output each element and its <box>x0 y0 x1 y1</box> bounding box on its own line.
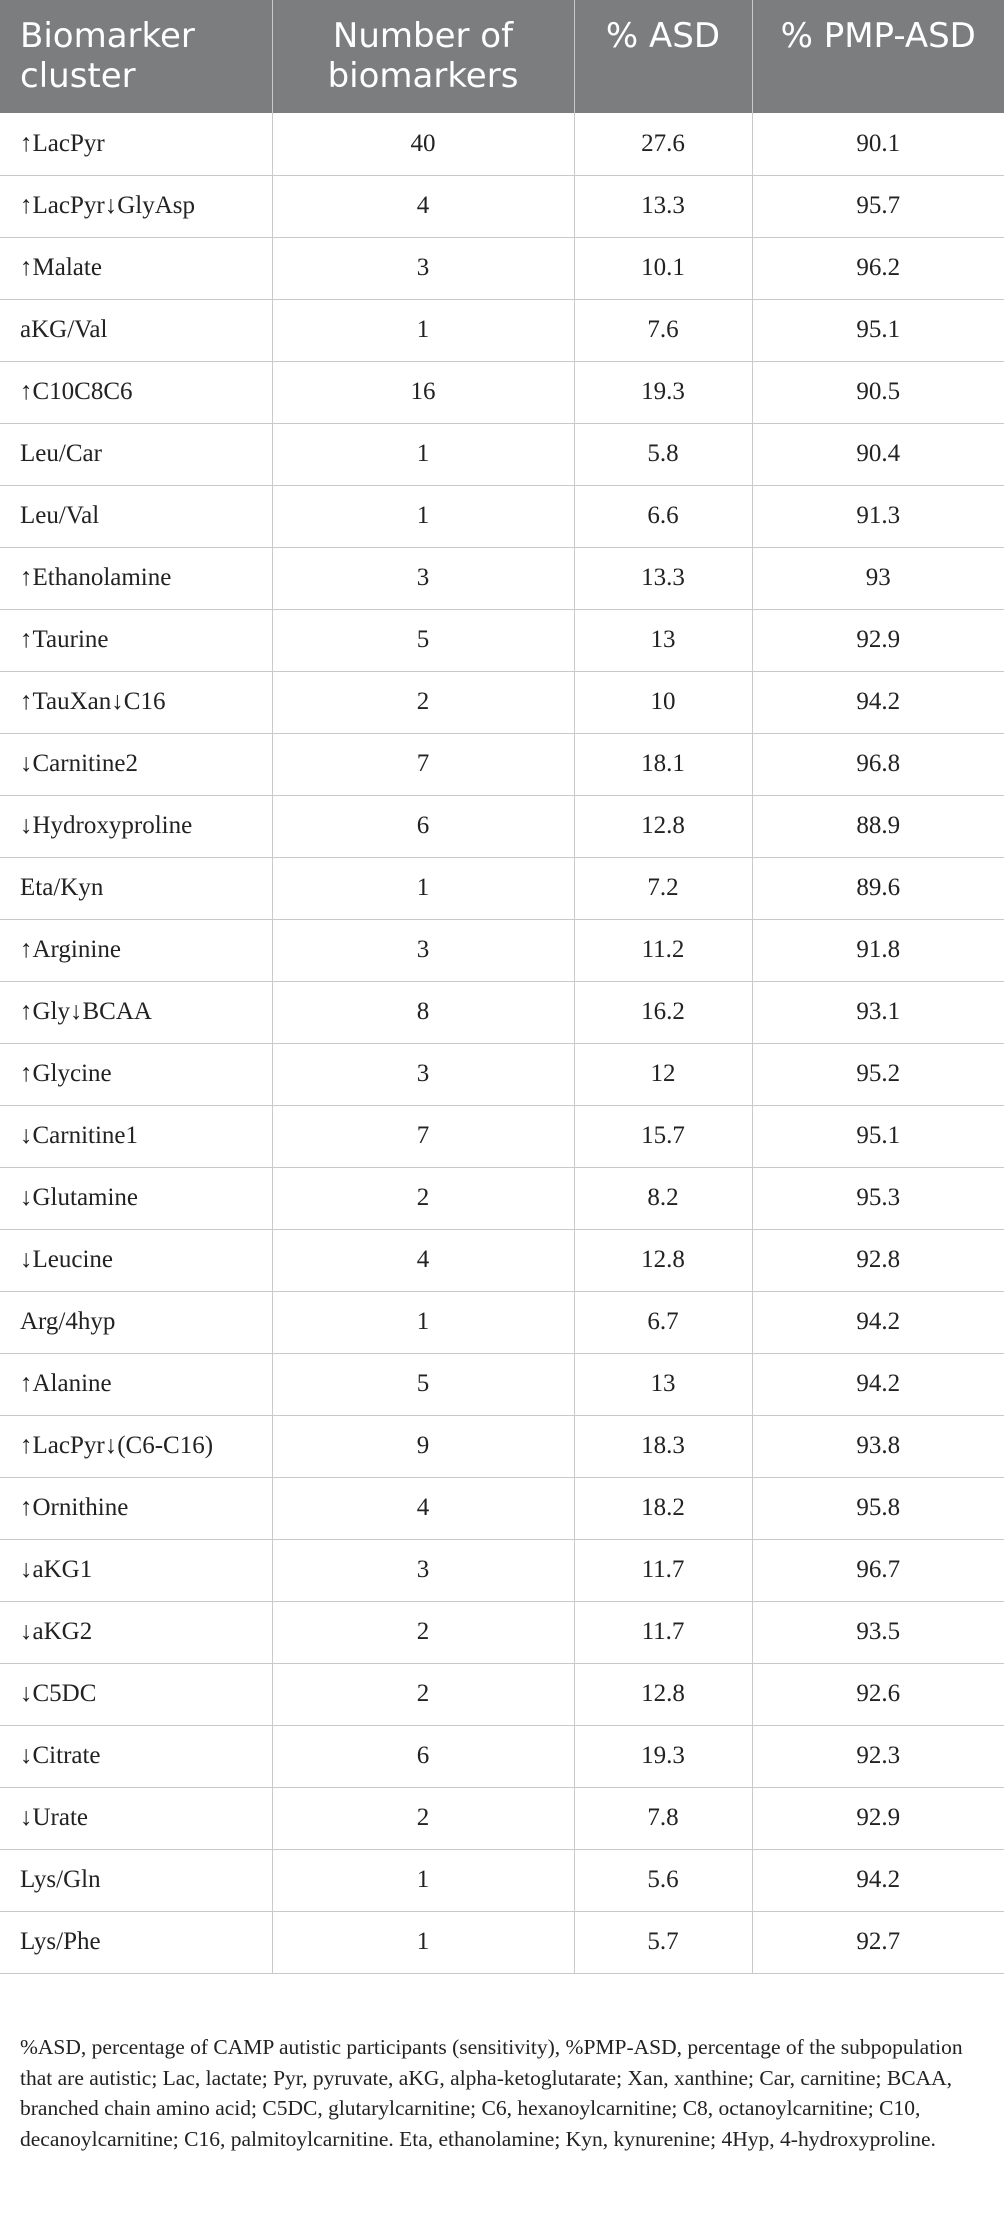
table-row <box>0 1043 1004 1105</box>
cell-pmp-asd: 91.8 <box>752 919 1004 981</box>
cell-biomarker-cluster: ↑Taurine <box>0 609 272 671</box>
cell-biomarker-cluster: ↑Ornithine <box>0 1477 272 1539</box>
cell-pmp-asd: 90.5 <box>752 361 1004 423</box>
cell-biomarker-cluster: ↓Urate <box>0 1787 272 1849</box>
cell-number-of-biomarkers: 2 <box>272 1787 574 1849</box>
cell-biomarker-cluster: ↓Leucine <box>0 1229 272 1291</box>
cell-number-of-biomarkers: 1 <box>272 1911 574 1973</box>
cell-biomarker-cluster: ↑Arginine <box>0 919 272 981</box>
cell-asd: 12.8 <box>574 1663 752 1725</box>
cell-asd: 27.6 <box>574 113 752 175</box>
cell-biomarker-cluster: ↓aKG2 <box>0 1601 272 1663</box>
cell-pmp-asd: 95.1 <box>752 299 1004 361</box>
cell-asd: 5.7 <box>574 1911 752 1973</box>
cell-biomarker-cluster: ↑Malate <box>0 237 272 299</box>
cell-pmp-asd: 89.6 <box>752 857 1004 919</box>
table-row <box>0 1539 1004 1601</box>
cell-pmp-asd: 88.9 <box>752 795 1004 857</box>
cell-number-of-biomarkers: 7 <box>272 1105 574 1167</box>
cell-pmp-asd: 96.7 <box>752 1539 1004 1601</box>
cell-biomarker-cluster: ↓Hydroxyproline <box>0 795 272 857</box>
cell-asd: 5.8 <box>574 423 752 485</box>
table-row <box>0 1353 1004 1415</box>
table-row <box>0 857 1004 919</box>
table-row <box>0 1105 1004 1167</box>
cell-asd: 16.2 <box>574 981 752 1043</box>
cell-pmp-asd: 93.8 <box>752 1415 1004 1477</box>
cell-number-of-biomarkers: 4 <box>272 175 574 237</box>
cell-pmp-asd: 94.2 <box>752 671 1004 733</box>
cell-pmp-asd: 93 <box>752 547 1004 609</box>
table-row <box>0 1601 1004 1663</box>
cell-number-of-biomarkers: 4 <box>272 1477 574 1539</box>
cell-asd: 6.7 <box>574 1291 752 1353</box>
cell-biomarker-cluster: ↑TauXan↓C16 <box>0 671 272 733</box>
cell-asd: 19.3 <box>574 361 752 423</box>
cell-biomarker-cluster: ↑LacPyr <box>0 113 272 175</box>
cell-number-of-biomarkers: 1 <box>272 423 574 485</box>
cell-asd: 18.2 <box>574 1477 752 1539</box>
cell-asd: 15.7 <box>574 1105 752 1167</box>
table-row <box>0 981 1004 1043</box>
cell-pmp-asd: 92.7 <box>752 1911 1004 1973</box>
cell-asd: 11.7 <box>574 1539 752 1601</box>
cell-pmp-asd: 94.2 <box>752 1849 1004 1911</box>
cell-biomarker-cluster: ↑LacPyr↓GlyAsp <box>0 175 272 237</box>
cell-number-of-biomarkers: 3 <box>272 1539 574 1601</box>
cell-asd: 13 <box>574 609 752 671</box>
table-row <box>0 795 1004 857</box>
cell-pmp-asd: 92.3 <box>752 1725 1004 1787</box>
cell-pmp-asd: 96.8 <box>752 733 1004 795</box>
table-row <box>0 1849 1004 1911</box>
cell-pmp-asd: 90.1 <box>752 113 1004 175</box>
cell-asd: 13.3 <box>574 175 752 237</box>
cell-pmp-asd: 95.3 <box>752 1167 1004 1229</box>
cell-number-of-biomarkers: 2 <box>272 1601 574 1663</box>
cell-biomarker-cluster: ↓Citrate <box>0 1725 272 1787</box>
cell-asd: 18.1 <box>574 733 752 795</box>
cell-biomarker-cluster: ↑Glycine <box>0 1043 272 1105</box>
cell-pmp-asd: 91.3 <box>752 485 1004 547</box>
cell-pmp-asd: 93.5 <box>752 1601 1004 1663</box>
cell-biomarker-cluster: ↓Glutamine <box>0 1167 272 1229</box>
table-row <box>0 671 1004 733</box>
cell-asd: 6.6 <box>574 485 752 547</box>
cell-number-of-biomarkers: 7 <box>272 733 574 795</box>
cell-biomarker-cluster: ↓Carnitine1 <box>0 1105 272 1167</box>
cell-biomarker-cluster: ↓aKG1 <box>0 1539 272 1601</box>
cell-asd: 10 <box>574 671 752 733</box>
cell-asd: 12.8 <box>574 795 752 857</box>
cell-number-of-biomarkers: 1 <box>272 299 574 361</box>
cell-asd: 8.2 <box>574 1167 752 1229</box>
cell-asd: 7.8 <box>574 1787 752 1849</box>
cell-biomarker-cluster: ↑Ethanolamine <box>0 547 272 609</box>
cell-number-of-biomarkers: 16 <box>272 361 574 423</box>
cell-number-of-biomarkers: 8 <box>272 981 574 1043</box>
cell-number-of-biomarkers: 1 <box>272 857 574 919</box>
cell-asd: 11.2 <box>574 919 752 981</box>
cell-number-of-biomarkers: 5 <box>272 1353 574 1415</box>
table-row <box>0 1725 1004 1787</box>
cell-pmp-asd: 90.4 <box>752 423 1004 485</box>
cell-number-of-biomarkers: 1 <box>272 485 574 547</box>
cell-number-of-biomarkers: 1 <box>272 1849 574 1911</box>
table-row <box>0 1911 1004 1973</box>
cell-number-of-biomarkers: 3 <box>272 919 574 981</box>
cell-pmp-asd: 96.2 <box>752 237 1004 299</box>
column-header-biomarker-cluster: Biomarker cluster <box>0 0 272 113</box>
table-row <box>0 1291 1004 1353</box>
cell-number-of-biomarkers: 3 <box>272 1043 574 1105</box>
cell-biomarker-cluster: Leu/Val <box>0 485 272 547</box>
cell-biomarker-cluster: Lys/Gln <box>0 1849 272 1911</box>
column-header-pmp-asd: % PMP-ASD <box>752 0 1004 113</box>
table-footnote: %ASD, percentage of CAMP autistic participants (sensitivity), %PMP-ASD, percentage of the subpopulation that are autistic; Lac, lactate; Pyr, pyruvate, aKG, alpha-ketoglutarate; Xan, xanthine; Car, carnitine; BCAA, branched chain amino acid; C5DC, glutarylcarnitine; C6, hexanoylcarnitine; C8, octanoylcarnitine; C10, decanoylcarnitine; C16, palmitoylcarnitine. Eta, ethanolamine; Kyn, kynurenine; 4Hyp, 4-hydroxyproline. <box>20 2035 963 2151</box>
cell-pmp-asd: 94.2 <box>752 1353 1004 1415</box>
cell-biomarker-cluster: Arg/4hyp <box>0 1291 272 1353</box>
cell-asd: 12.8 <box>574 1229 752 1291</box>
cell-pmp-asd: 94.2 <box>752 1291 1004 1353</box>
cell-pmp-asd: 95.8 <box>752 1477 1004 1539</box>
cell-pmp-asd: 92.9 <box>752 1787 1004 1849</box>
cell-biomarker-cluster: ↓C5DC <box>0 1663 272 1725</box>
cell-biomarker-cluster: Leu/Car <box>0 423 272 485</box>
cell-biomarker-cluster: ↓Carnitine2 <box>0 733 272 795</box>
cell-pmp-asd: 92.9 <box>752 609 1004 671</box>
cell-biomarker-cluster: ↑C10C8C6 <box>0 361 272 423</box>
table-row <box>0 1477 1004 1539</box>
cell-number-of-biomarkers: 3 <box>272 547 574 609</box>
cell-pmp-asd: 92.8 <box>752 1229 1004 1291</box>
cell-number-of-biomarkers: 1 <box>272 1291 574 1353</box>
cell-asd: 12 <box>574 1043 752 1105</box>
cell-biomarker-cluster: aKG/Val <box>0 299 272 361</box>
table-row <box>0 547 1004 609</box>
cell-number-of-biomarkers: 2 <box>272 671 574 733</box>
cell-pmp-asd: 95.7 <box>752 175 1004 237</box>
table-row <box>0 423 1004 485</box>
cell-asd: 11.7 <box>574 1601 752 1663</box>
cell-asd: 10.1 <box>574 237 752 299</box>
cell-asd: 13 <box>574 1353 752 1415</box>
cell-number-of-biomarkers: 6 <box>272 1725 574 1787</box>
cell-asd: 18.3 <box>574 1415 752 1477</box>
cell-asd: 19.3 <box>574 1725 752 1787</box>
cell-asd: 7.6 <box>574 299 752 361</box>
cell-number-of-biomarkers: 4 <box>272 1229 574 1291</box>
cell-number-of-biomarkers: 6 <box>272 795 574 857</box>
cell-pmp-asd: 93.1 <box>752 981 1004 1043</box>
table-row <box>0 1415 1004 1477</box>
table-row <box>0 237 1004 299</box>
table-row <box>0 361 1004 423</box>
column-header-number-of-biomarkers: Number of biomarkers <box>272 0 574 113</box>
table-row <box>0 733 1004 795</box>
cell-number-of-biomarkers: 2 <box>272 1663 574 1725</box>
cell-asd: 13.3 <box>574 547 752 609</box>
table-row <box>0 1229 1004 1291</box>
cell-biomarker-cluster: ↑LacPyr↓(C6-C16) <box>0 1415 272 1477</box>
cell-number-of-biomarkers: 3 <box>272 237 574 299</box>
table-row <box>0 919 1004 981</box>
table-row <box>0 1787 1004 1849</box>
cell-biomarker-cluster: Eta/Kyn <box>0 857 272 919</box>
cell-pmp-asd: 95.1 <box>752 1105 1004 1167</box>
table-row <box>0 1663 1004 1725</box>
table-body <box>0 113 1004 1973</box>
table-row <box>0 175 1004 237</box>
table-row <box>0 299 1004 361</box>
cell-pmp-asd: 95.2 <box>752 1043 1004 1105</box>
cell-asd: 7.2 <box>574 857 752 919</box>
cell-biomarker-cluster: ↑Alanine <box>0 1353 272 1415</box>
cell-number-of-biomarkers: 2 <box>272 1167 574 1229</box>
cell-biomarker-cluster: Lys/Phe <box>0 1911 272 1973</box>
table-row <box>0 485 1004 547</box>
cell-number-of-biomarkers: 5 <box>272 609 574 671</box>
table-header <box>0 0 1004 113</box>
table-row <box>0 1167 1004 1229</box>
table-row <box>0 113 1004 175</box>
cell-number-of-biomarkers: 40 <box>272 113 574 175</box>
header-row <box>0 0 1004 113</box>
column-header-asd: % ASD <box>574 0 752 113</box>
cell-biomarker-cluster: ↑Gly↓BCAA <box>0 981 272 1043</box>
cell-asd: 5.6 <box>574 1849 752 1911</box>
cell-pmp-asd: 92.6 <box>752 1663 1004 1725</box>
cell-number-of-biomarkers: 9 <box>272 1415 574 1477</box>
table-row <box>0 609 1004 671</box>
